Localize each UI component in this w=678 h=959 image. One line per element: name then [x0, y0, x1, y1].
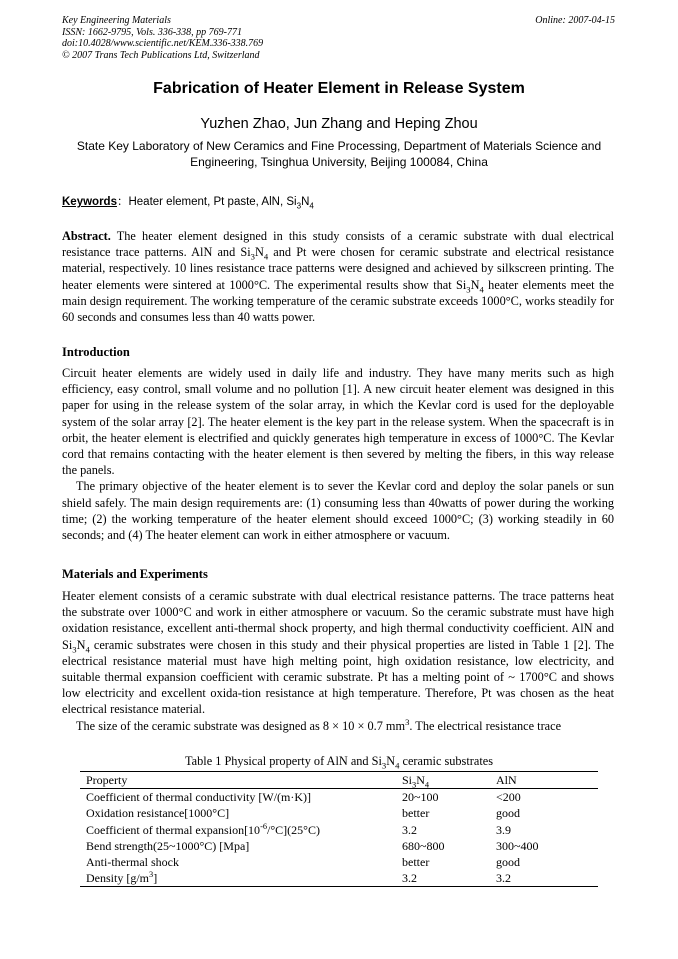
introduction-paragraph-2: The primary objective of the heater element is to sever the Kevlar cord and deploy the solar panels or sun shield safely. The main design requirements are: (1) consuming less than 40watts of power during the working time; (2) the working temperature of the heater element should exceed 1000°C; (3) working steadily in 60 seconds; and (4) The heater element can work in either atmosphere or vacuum.	[62, 479, 614, 543]
doi-line: doi:10.4028/www.scientific.net/KEM.336-338.769	[62, 38, 264, 49]
table-cell: 3.2	[496, 871, 511, 886]
affiliation	[62, 139, 616, 170]
keywords-label: Keywords	[62, 196, 117, 208]
table-cell: better	[402, 854, 430, 869]
abstract-text: heater elements meet the main design requirement. The working temperature of the ceramic substrate exceeds 1000°C, works steadily for 60 seconds and consumes less than 40 watts power.	[62, 277, 614, 325]
table-row	[80, 805, 598, 821]
header-cell	[402, 772, 496, 788]
superscript: 3	[149, 870, 154, 880]
table-row	[80, 870, 598, 886]
cell-text: ]	[153, 871, 158, 886]
table-cell: Anti-thermal shock	[86, 854, 179, 869]
subscript: 4	[309, 201, 314, 211]
materials-text: . The electrical resistance trace	[409, 718, 562, 733]
header-cell: AlN	[496, 773, 517, 787]
subscript: 3	[72, 644, 77, 655]
authors: Yuzhen Zhao, Jun Zhang and Heping Zhou	[200, 116, 478, 132]
table-cell: Bend strength(25~1000°C) [Mpa]	[86, 838, 250, 853]
table-cell: 300~400	[496, 838, 539, 853]
materials-paragraph-2	[62, 718, 614, 734]
header-text: N	[416, 773, 425, 787]
table-row	[80, 822, 598, 838]
cell-text: Coefficient of thermal expansion[10	[86, 822, 261, 837]
cell-text: Density [g/m	[86, 871, 149, 886]
abstract-label: Abstract.	[62, 229, 111, 243]
subscript: 4	[263, 251, 269, 262]
abstract-text: N	[470, 277, 480, 292]
abstract-text: and Pt were chosen for ceramic substrate and electrical resistance material, respectively. 10 lines resistance trace patterns were designed and achieved by silkscreen printing. The heater elements were sintered at 1000°C. The experimental results show that Si	[62, 245, 614, 292]
abstract	[62, 228, 614, 325]
subscript: 4	[424, 780, 430, 790]
materials-body	[62, 588, 614, 734]
table-cell: 680~800	[402, 838, 445, 853]
table-cell: <200	[496, 790, 521, 805]
caption-text: N	[386, 754, 396, 768]
subscript: 3	[412, 780, 417, 790]
introduction-body	[62, 365, 614, 543]
subscript: 4	[395, 760, 400, 771]
subscript: 4	[479, 284, 484, 295]
table-cell: good	[496, 806, 520, 821]
affiliation-line-2: Engineering, Tsinghua University, Beijing 100084, China	[190, 154, 488, 169]
keywords-text: N	[301, 196, 310, 208]
header-text: Si	[402, 773, 413, 787]
caption-text: Table 1 Physical property of AlN and Si	[185, 754, 382, 768]
table-cell: Oxidation resistance[1000°C]	[86, 806, 230, 821]
materials-text: Heater element consists of a ceramic substrate with dual electrical resistance patterns. The trace patterns heat the substrate over 1000°C and work in either atmosphere or vacuum. So the ceramic substrate must have high oxidation resistance, excellent anti-thermal shock property, and high thermal conductivity coefficient. AlN and Si	[62, 589, 614, 652]
introduction-heading: Introduction	[62, 345, 130, 359]
cell-text: /°C](25°C)	[267, 822, 320, 837]
materials-paragraph-1	[62, 588, 614, 718]
table-cell: better	[402, 806, 430, 821]
superscript: -6	[260, 821, 268, 831]
table-cell	[80, 870, 402, 886]
table-cell	[80, 822, 402, 838]
copyright-line: © 2007 Trans Tech Publications Ltd, Switzerland	[62, 49, 260, 61]
table-caption	[0, 754, 678, 769]
superscript: 3	[405, 716, 410, 727]
introduction-paragraph-1: Circuit heater elements are widely used in daily life and industry. They have many merits such as high efficiency, easy control, small volume and no pollution [1]. A new circuit heater element was designed in this paper for using in the release system of the solar array, in which the Kevlar cord is used for the deployable system of the solar array [2]. The heater element is the key part in the release system. When the spacecraft is in orbit, the heater element is electrified and quickly generates high temperature in excess of 1000°C. The Kevlar cord that remains contacting with the heater element is then severed by melting the fibers, in this way release the panels.	[62, 366, 614, 478]
subscript: 3	[296, 201, 302, 211]
materials-heading: Materials and Experiments	[62, 567, 208, 581]
properties-table	[80, 771, 598, 887]
table-row	[80, 789, 598, 805]
table-cell: 20~100	[402, 790, 439, 805]
materials-text: ceramic substrates were chosen in this study and their physical properties are listed in Table 1 [2]. The electrical resistance material must have high melting point, high oxidation resistance, low electricity, and suitable thermal expansion coefficient with ceramic substrate. Pt has a melting point of ~ 1700°C and shows low electricity and excellent oxida-tion resistance at high temperature. Therefore, Pt was chosen as the heat electrical resistance material.	[62, 637, 614, 717]
abstract-text: N	[254, 245, 264, 260]
keywords-separator: ：	[116, 196, 129, 208]
table-cell: good	[496, 854, 520, 869]
keywords-text: Heater element, Pt paste, AlN, Si	[128, 196, 297, 208]
materials-text: N	[76, 637, 86, 652]
table-cell: 3.9	[496, 822, 511, 837]
affiliation-line-1: State Key Laboratory of New Ceramics and Fine Processing, Department of Materials Science and	[76, 139, 602, 153]
paper-title: Fabrication of Heater Element in Release System	[153, 80, 525, 97]
table-cell: Coefficient of thermal conductivity [W/(m·K)]	[86, 790, 312, 805]
issn-line: ISSN: 1662-9795, Vols. 336-338, pp 769-771	[62, 26, 242, 38]
keywords	[62, 193, 314, 209]
abstract-text: The heater element designed in this study consists of a ceramic substrate with dual electrical resistance trace patterns. AlN and Si	[62, 229, 614, 260]
subscript: 3	[466, 284, 471, 295]
online-date: Online: 2007-04-15	[535, 15, 615, 26]
table-header-row	[80, 772, 598, 788]
materials-text: The size of the ceramic substrate was designed as 8 × 10 × 0.7 mm	[76, 718, 406, 733]
table-cell: 3.2	[402, 822, 417, 837]
subscript: 3	[250, 251, 255, 262]
table-row	[80, 838, 598, 854]
journal-header	[62, 15, 263, 61]
caption-text: ceramic substrates	[399, 754, 493, 768]
table-cell: 3.2	[402, 871, 417, 886]
table-row	[80, 854, 598, 870]
subscript: 3	[381, 760, 387, 771]
table-bottom-rule	[80, 886, 598, 887]
subscript: 4	[85, 644, 90, 655]
header-cell: Property	[86, 773, 128, 787]
journal-name: Key Engineering Materials	[62, 15, 171, 26]
